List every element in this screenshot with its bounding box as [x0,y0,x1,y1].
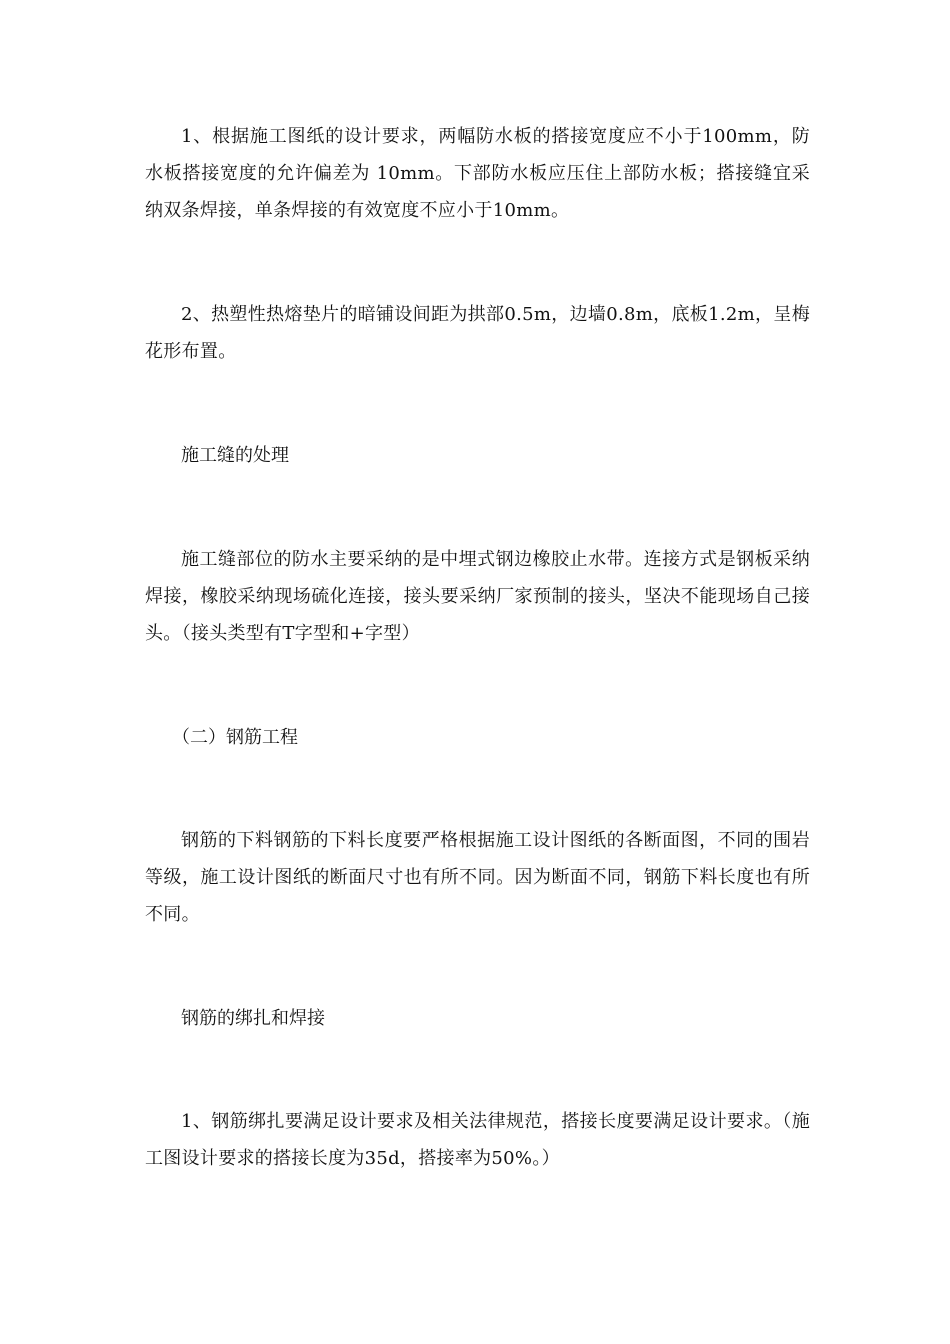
paragraph-hot-melt-pads: 2、热塑性热熔垫片的暗铺设间距为拱部0.5m，边墙0.8m，底板1.2m，呈梅花形布置。 [145,304,810,362]
heading-rebar-binding: 钢筋的绑扎和焊接 [181,1008,325,1029]
paragraph-waterproof-overlap: 1、根据施工图纸的设计要求，两幅防水板的搭接宽度应不小于100mm，防水板搭接宽度的允许偏差为 10mm。下部防水板应压住上部防水板；搭接缝宜采纳双条焊接，单条焊接的有效宽度不应小于10mm。 [145,126,810,221]
paragraph-rebar-overlap: 1、钢筋绑扎要满足设计要求及相关法律规范，搭接长度要满足设计要求。（施工图设计要求的搭接长度为35d，搭接率为50%。） [145,1111,810,1169]
heading-rebar-engineering: （二）钢筋工程 [172,727,298,748]
heading-construction-joint: 施工缝的处理 [181,445,289,466]
paragraph-water-stop: 施工缝部位的防水主要采纳的是中埋式钢边橡胶止水带。连接方式是钢板采纳焊接，橡胶采纳现场硫化连接，接头要采纳厂家预制的接头，坚决不能现场自己接头。（接头类型有T字型和+字型） [145,549,810,644]
paragraph-rebar-cutting: 钢筋的下料钢筋的下料长度要严格根据施工设计图纸的各断面图，不同的围岩等级，施工设计图纸的断面尺寸也有所不同。因为断面不同，钢筋下料长度也有所不同。 [145,830,810,925]
